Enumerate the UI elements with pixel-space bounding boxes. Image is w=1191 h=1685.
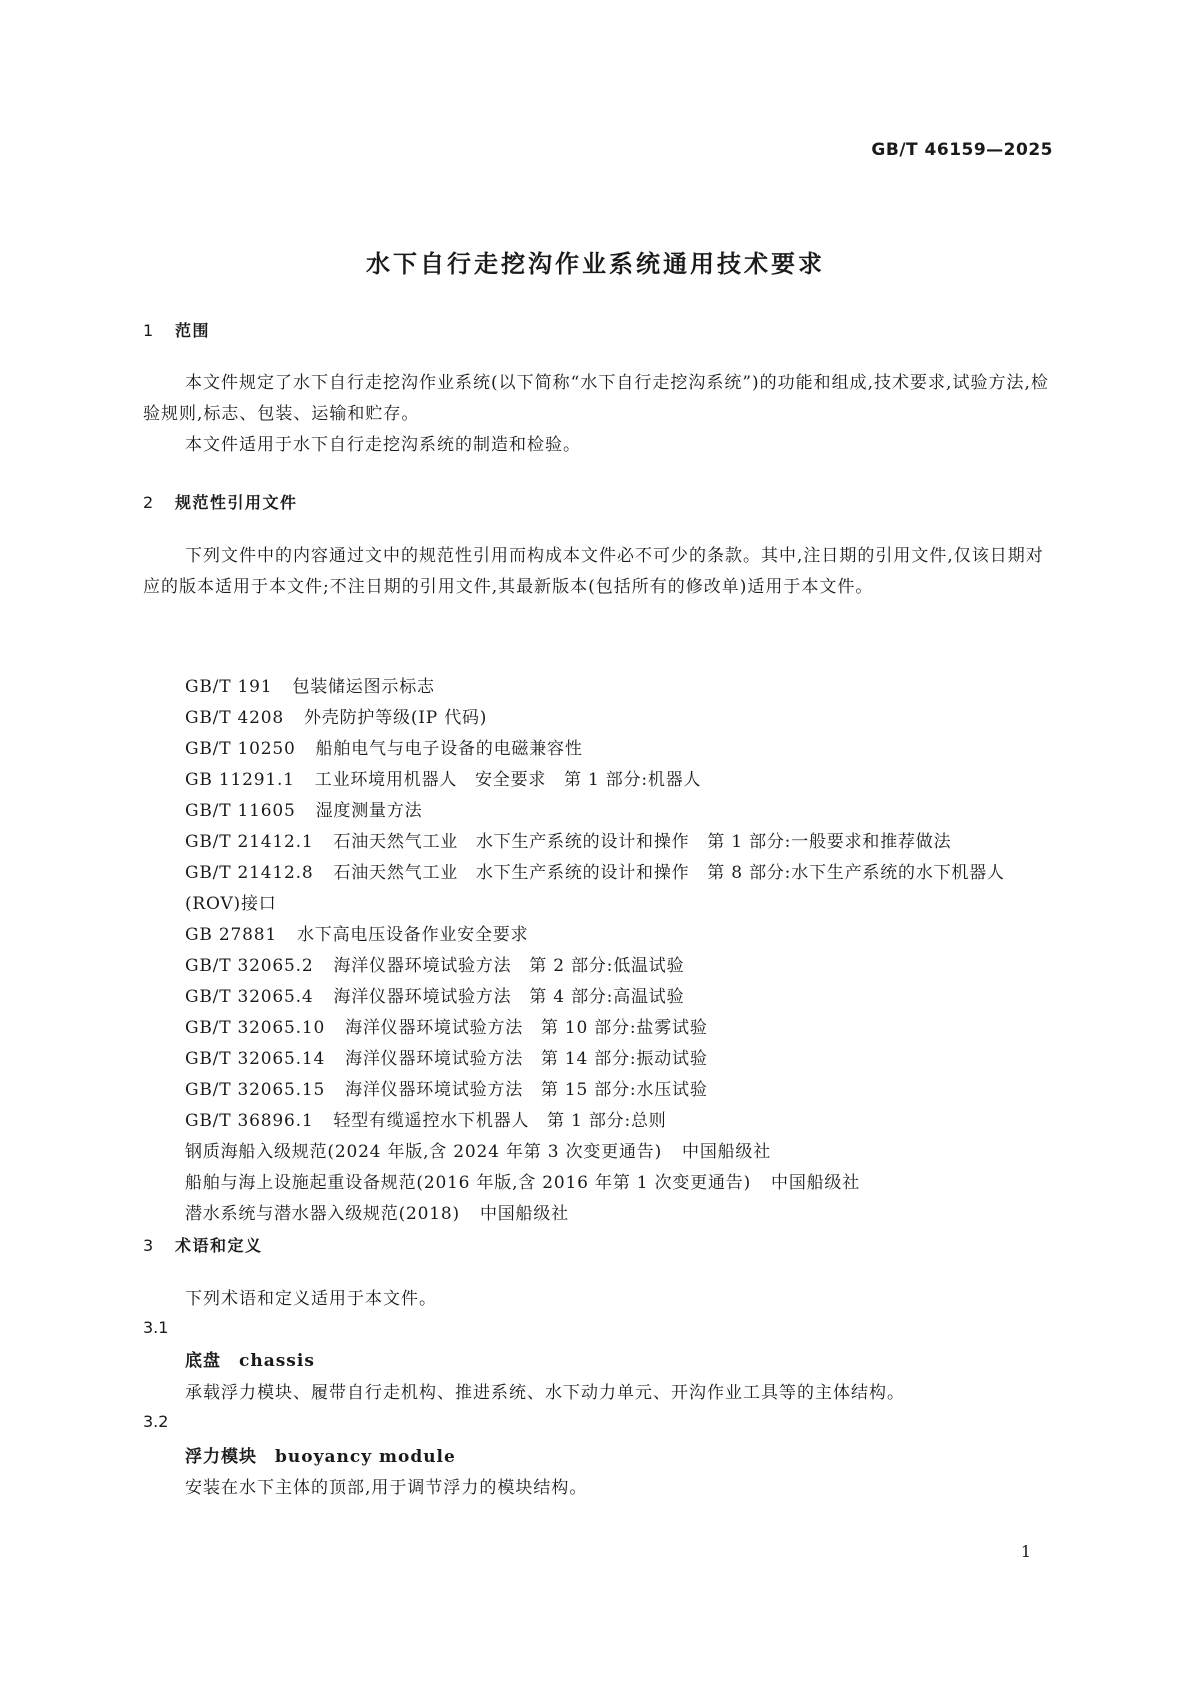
reference-item: GB/T 32065.2 海洋仪器环境试验方法 第 2 部分:低温试验 [185, 956, 685, 976]
reference-item: GB/T 10250 船舶电气与电子设备的电磁兼容性 [185, 739, 583, 759]
reference-item: GB/T 11605 湿度测量方法 [185, 801, 423, 821]
reference-item: GB/T 21412.1 石油天然气工业 水下生产系统的设计和操作 第 1 部分:一般要求和推荐做法 [185, 832, 952, 852]
section-1-paragraph-2: 本文件适用于水下自行走挖沟系统的制造和检验。 [185, 435, 581, 455]
section-title: 范围 [175, 321, 211, 340]
section-2-intro: 下列文件中的内容通过文中的规范性引用而构成本文件必不可少的条款。其中,注日期的引用文件,仅该日期对应的版本适用于本文件;不注日期的引用文件,其最新版本(包括所有的修改单)适用于本文件。 [143, 546, 1044, 597]
section-3-intro: 下列术语和定义适用于本文件。 [185, 1289, 437, 1309]
term-number: 3.2 [143, 1412, 169, 1431]
reference-item: GB/T 4208 外壳防护等级(IP 代码) [185, 708, 488, 728]
term-definition: 承载浮力模块、履带自行走机构、推进系统、水下动力单元、开沟作业工具等的主体结构。 [185, 1383, 905, 1403]
term-heading: 浮力模块 buoyancy module [185, 1447, 456, 1467]
section-title: 术语和定义 [175, 1236, 263, 1255]
reference-item: GB 11291.1 工业环境用机器人 安全要求 第 1 部分:机器人 [185, 770, 702, 790]
page-number: 1 [1020, 1542, 1031, 1561]
term-number: 3.1 [143, 1318, 169, 1337]
reference-item: GB 27881 水下高电压设备作业安全要求 [185, 925, 529, 945]
reference-item: GB/T 32065.14 海洋仪器环境试验方法 第 14 部分:振动试验 [185, 1049, 708, 1069]
section-1-heading [143, 318, 210, 341]
reference-item: 潜水系统与潜水器入级规范(2018) 中国船级社 [185, 1204, 569, 1224]
section-1-paragraph-1: 本文件规定了水下自行走挖沟作业系统(以下简称“水下自行走挖沟系统”)的功能和组成,技术要求,试验方法,检验规则,标志、包装、运输和贮存。 [143, 373, 1049, 424]
reference-item: 船舶与海上设施起重设备规范(2016 年版,含 2016 年第 1 次变更通告) 中国船级社 [185, 1173, 861, 1193]
reference-item: GB/T 32065.4 海洋仪器环境试验方法 第 4 部分:高温试验 [185, 987, 685, 1007]
term-definition: 安装在水下主体的顶部,用于调节浮力的模块结构。 [185, 1478, 588, 1498]
section-title: 规范性引用文件 [175, 493, 298, 512]
reference-item: GB/T 21412.8 石油天然气工业 水下生产系统的设计和操作 第 8 部分:水下生产系统的水下机器人(ROV)接口 [185, 863, 1005, 914]
reference-item: 钢质海船入级规范(2024 年版,含 2024 年第 3 次变更通告) 中国船级社 [185, 1142, 772, 1162]
reference-item: GB/T 32065.10 海洋仪器环境试验方法 第 10 部分:盐雾试验 [185, 1018, 708, 1038]
section-number: 1 [143, 321, 155, 340]
section-2-heading [143, 490, 298, 513]
document-title: 水下自行走挖沟作业系统通用技术要求 [366, 250, 825, 278]
section-number: 3 [143, 1236, 155, 1255]
term-heading: 底盘 chassis [185, 1351, 315, 1371]
section-number: 2 [143, 493, 155, 512]
reference-item: GB/T 36896.1 轻型有缆遥控水下机器人 第 1 部分:总则 [185, 1111, 667, 1131]
section-3-heading [143, 1233, 263, 1256]
standard-number: GB/T 46159—2025 [871, 140, 1053, 160]
reference-list [185, 672, 1053, 1230]
reference-item: GB/T 191 包装储运图示标志 [185, 677, 435, 697]
reference-item: GB/T 32065.15 海洋仪器环境试验方法 第 15 部分:水压试验 [185, 1080, 708, 1100]
